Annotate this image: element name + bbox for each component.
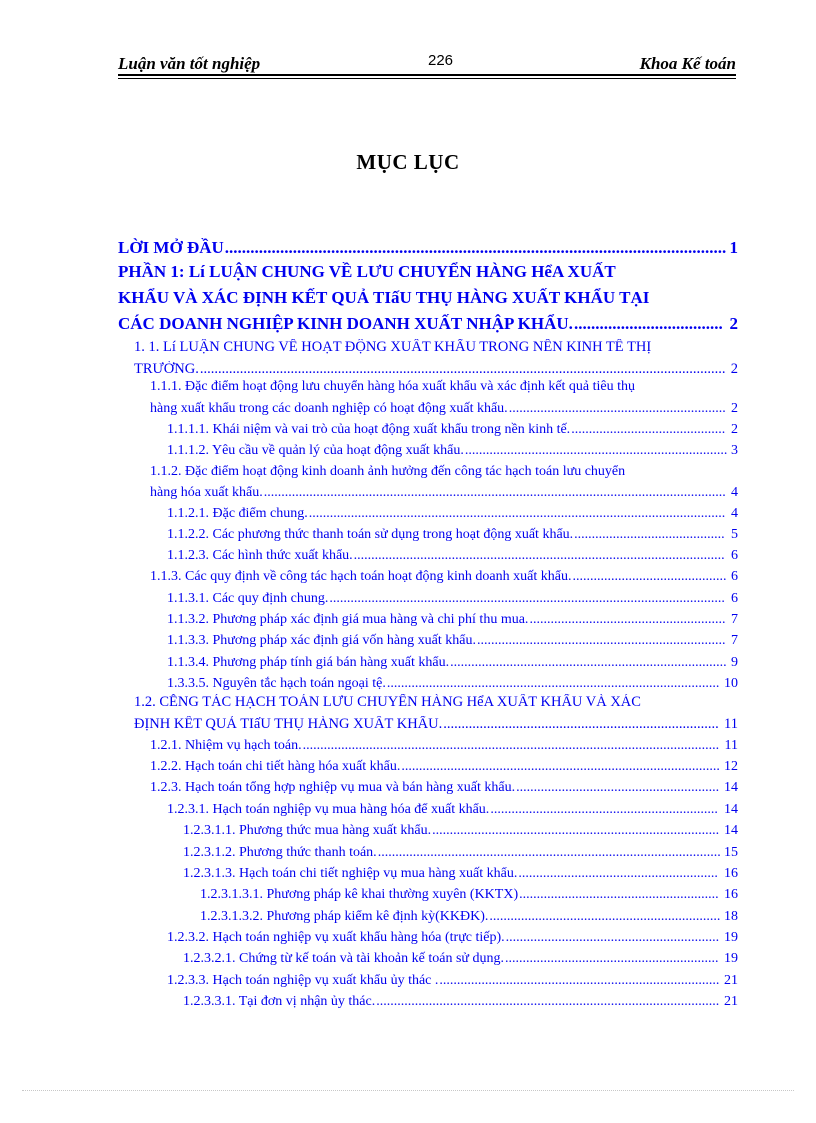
- toc-entry-line[interactable]: [150, 464, 738, 484]
- toc-page-number: 2: [729, 314, 738, 333]
- toc-leader-dots: ..................................................................................: [432, 823, 720, 838]
- toc-entry-text: 1.2.3.1.3. Hạch toán chi tiết nghiệp vụ mua hàng xuất khẩu.: [183, 866, 518, 881]
- toc-entry[interactable]: [167, 591, 738, 611]
- toc-page-number: 11: [724, 738, 738, 753]
- toc-page-number: 1: [729, 238, 738, 257]
- toc-entry-text: 1.2.3.3.1. Tại đơn vị nhận ủy thác.: [183, 994, 376, 1009]
- toc-entry-text: TRƯỜNG.: [134, 361, 199, 377]
- toc-leader-dots: ......................................................................................................................: [224, 238, 727, 257]
- toc-leader-dots: .......................................................................: [476, 633, 726, 648]
- toc-entry[interactable]: [167, 676, 738, 696]
- toc-page-number: 12: [724, 759, 738, 774]
- toc-page-number: 21: [724, 994, 738, 1009]
- toc-entry[interactable]: [150, 759, 738, 779]
- toc-entry-text: 1.2.3.3. Hạch toán nghiệp vụ xuất khẩu ủy thác .: [167, 973, 439, 988]
- toc-page-number: 6: [731, 548, 738, 563]
- toc-leader-dots: .......................................................................................................................: [308, 506, 726, 521]
- toc-entry-text: 1.1.1. Đặc điểm hoạt động lưu chuyển hàng hóa xuất khẩu và xác định kết quả tiêu thụ: [150, 379, 636, 394]
- toc-entry-text: 1.2. CỄNG TÁC HẠCH TOÁN LƯU CHUYỂN HÀNG HểA XUẤT KHẨU VÀ XÁC: [134, 694, 641, 710]
- toc-entry[interactable]: [167, 802, 738, 822]
- toc-leader-dots: ................................................................................: [439, 973, 720, 988]
- toc-leader-dots: ............................................: [572, 569, 727, 584]
- toc-entry-text: 1.2.3. Hạch toán tổng hợp nghiệp vụ mua và bán hàng xuất khẩu.: [150, 780, 516, 795]
- toc-leader-dots: .................................................................................................................................................: [199, 361, 726, 377]
- toc-entry[interactable]: [118, 238, 738, 262]
- toc-entry-text: 1.1.3. Các quy định về công tác hạch toán hoạt động kinh doanh xuất khẩu.: [150, 569, 572, 584]
- toc-entry-text: 1.1.2.1. Đặc điểm chung.: [167, 506, 308, 521]
- toc-leader-dots: ...........................................................................................: [401, 759, 720, 774]
- toc-leader-dots: ............................................................................: [443, 716, 719, 732]
- toc-entry-text: 1.2.2. Hạch toán chi tiết hàng hóa xuất khẩu.: [150, 759, 401, 774]
- toc-entry[interactable]: [183, 951, 738, 971]
- toc-page-number: 10: [724, 676, 738, 691]
- toc-page-number: 7: [731, 633, 738, 648]
- toc-entry-text: 1.2.3.2.1. Chứng từ kế toán và tài khoản kế toán sử dụng.: [183, 951, 504, 966]
- toc-entry-text: hàng hóa xuất khẩu.: [150, 485, 263, 500]
- toc-page-number: 16: [724, 887, 738, 902]
- toc-leader-dots: .................................................................................................................: [329, 591, 725, 606]
- toc-leader-dots: ........................................................: [529, 612, 726, 627]
- toc-entry-line[interactable]: [118, 288, 738, 312]
- toc-entry-text: 1.1.3.1. Các quy định chung.: [167, 591, 329, 606]
- toc-page-number: 15: [724, 845, 738, 860]
- toc-entry[interactable]: [150, 401, 738, 421]
- toc-entry-text: 1.2.3.1.3.2. Phương pháp kiểm kê định kỳ(KKĐK).: [200, 909, 489, 924]
- toc-page-number: 14: [724, 802, 738, 817]
- toc-entry[interactable]: [183, 845, 738, 865]
- toc-entry-line[interactable]: [134, 339, 738, 359]
- toc-entry-text: 1.2.3.2. Hạch toán nghiệp vụ xuất khẩu hàng hóa (trực tiếp).: [167, 930, 505, 945]
- toc-page-number: 18: [724, 909, 738, 924]
- toc-page-number: 16: [724, 866, 738, 881]
- toc-leader-dots: .........................................................: [518, 866, 718, 881]
- toc-page-number: 6: [731, 569, 738, 584]
- toc-entry[interactable]: [167, 973, 738, 993]
- toc-entry-text: 1.2.3.1.1. Phương thức mua hàng xuất khẩu.: [183, 823, 432, 838]
- toc-entry-text: 1.3.3.5. Nguyên tắc hạch toán ngoại tệ.: [167, 676, 386, 691]
- toc-entry[interactable]: [134, 361, 738, 381]
- toc-leader-dots: ..............................................................: [508, 401, 726, 416]
- toc-leader-dots: ..........................................................................................................: [353, 548, 725, 563]
- toc-page-number: 19: [724, 930, 738, 945]
- toc-leader-dots: ....................................................................................................................................: [263, 485, 726, 500]
- toc-entry[interactable]: [167, 548, 738, 568]
- toc-page-number: 19: [724, 951, 738, 966]
- toc-page-number: 2: [731, 422, 738, 437]
- toc-entry[interactable]: [183, 994, 738, 1014]
- toc-entry-text: hàng xuất khẩu trong các doanh nghiệp có hoạt động xuất khẩu.: [150, 401, 508, 416]
- toc-entry[interactable]: [150, 738, 738, 758]
- toc-entry[interactable]: [183, 823, 738, 843]
- toc-page-number: 2: [730, 361, 738, 377]
- toc-entry-line[interactable]: [134, 694, 738, 714]
- toc-entry[interactable]: [118, 314, 738, 338]
- toc-page-number: 11: [724, 716, 738, 732]
- toc-entry-text: KHẨU VÀ XÁC ĐỊNH KẾT QUẢ TIấU THỤ HÀNG XUẤT KHẨU TẠI: [118, 288, 650, 307]
- toc-page-number: 4: [731, 485, 738, 500]
- toc-entry-text: 1.2.3.1.2. Phương thức thanh toán.: [183, 845, 377, 860]
- toc-entry-text: 1.2.1. Nhiệm vụ hạch toán.: [150, 738, 302, 753]
- toc-entry[interactable]: [167, 443, 738, 463]
- toc-leader-dots: .......................................................................................................................: [302, 738, 720, 753]
- toc-entry[interactable]: [167, 612, 738, 632]
- header-page-number: 226: [428, 52, 454, 69]
- toc-leader-dots: ...............................................................................................: [386, 676, 720, 691]
- toc-entry[interactable]: [167, 633, 738, 653]
- toc-page-number: 5: [731, 527, 738, 542]
- toc-entry-text: 1.1.3.4. Phương pháp tính giá bán hàng xuất khẩu.: [167, 655, 450, 670]
- toc-entry-text: PHẦN 1: Lí LUẬN CHUNG VỀ LƯU CHUYỂN HÀNG HểA XUẤT: [118, 262, 616, 281]
- toc-leader-dots: ...........................................: [574, 527, 725, 542]
- footer-rule: [22, 1090, 794, 1091]
- toc-leader-dots: ..................................................................: [489, 909, 721, 924]
- toc-entry[interactable]: [167, 506, 738, 526]
- toc-page-number: 9: [731, 655, 738, 670]
- toc-entry-text: 1.1.1.1. Khái niệm và vai trò của hoạt động xuất khẩu trong nền kinh tế.: [167, 422, 571, 437]
- header-thesis-label: Luận văn tốt nghiệp: [118, 54, 261, 73]
- toc-entry[interactable]: [167, 422, 738, 442]
- toc-leader-dots: ..................................................................................................: [377, 845, 721, 860]
- toc-entry[interactable]: [150, 569, 738, 589]
- toc-title: MỤC LỤC: [356, 150, 460, 174]
- header-rule-thin: [118, 78, 736, 79]
- toc-leader-dots: .........................................................: [519, 887, 719, 902]
- toc-entry-line[interactable]: [150, 379, 738, 399]
- toc-page-number: 14: [724, 823, 738, 838]
- toc-entry[interactable]: [200, 887, 738, 907]
- toc-page-number: 6: [731, 591, 738, 606]
- toc-entry[interactable]: [200, 909, 738, 929]
- toc-entry-text: CÁC DOANH NGHIỆP KINH DOANH XUẤT NHẬP KHẨU.: [118, 314, 573, 333]
- toc-leader-dots: ...........................................................................: [464, 443, 728, 458]
- toc-leader-dots: .............................................................: [505, 951, 719, 966]
- toc-entry[interactable]: [167, 930, 738, 950]
- toc-entry-text: 1.2.3.1.3.1. Phương pháp kê khai thường xuyên (KKTX): [200, 887, 519, 902]
- toc-page-number: 4: [731, 506, 738, 521]
- toc-entry[interactable]: [150, 780, 738, 800]
- toc-entry-text: 1.1.2.2. Các phương thức thanh toán sử dụng trong hoạt động xuất khẩu.: [167, 527, 574, 542]
- toc-entry-text: 1.1.2. Đặc điểm hoạt động kinh doanh ảnh hưởng đến công tác hạch toán lưu chuyển: [150, 464, 626, 479]
- toc-entry-text: 1.2.3.1. Hạch toán nghiệp vụ mua hàng hóa để xuất khẩu.: [167, 802, 490, 817]
- toc-page-number: 7: [731, 612, 738, 627]
- header-faculty-label: Khoa Kế toán: [639, 54, 736, 73]
- toc-entry[interactable]: [167, 655, 738, 675]
- toc-entry-text: 1.1.3.2. Phương pháp xác định giá mua hàng và chi phí thu mua.: [167, 612, 529, 627]
- header-rule: [118, 74, 736, 76]
- toc-page-number: 14: [724, 780, 738, 795]
- toc-entry-line[interactable]: [118, 262, 738, 286]
- toc-entry[interactable]: [150, 485, 738, 505]
- toc-entry[interactable]: [134, 716, 738, 736]
- toc-entry-text: 1. 1. Lí LUẬN CHUNG VỀ HOẠT ĐỘNG XUẤT KHẨU TRONG NỀN KINH TẾ THỊ: [134, 339, 652, 355]
- toc-leader-dots: .................................................................: [490, 802, 718, 817]
- toc-leader-dots: ...................................: [573, 314, 723, 333]
- toc-page-number: 21: [724, 973, 738, 988]
- toc-entry[interactable]: [167, 527, 738, 547]
- toc-leader-dots: ..........................................................: [516, 780, 720, 795]
- toc-entry-text: 1.1.3.3. Phương pháp xác định giá vốn hàng xuất khẩu.: [167, 633, 476, 648]
- toc-leader-dots: ...............................................................................: [450, 655, 727, 670]
- toc-leader-dots: ..................................................................................................: [376, 994, 720, 1009]
- toc-leader-dots: .............................................................: [505, 930, 720, 945]
- toc-entry-text: ĐỊNH KẾT QUẢ TIấU THỤ HÀNG XUẤT KHẨU.: [134, 716, 443, 732]
- toc-entry-text: 1.1.2.3. Các hình thức xuất khẩu.: [167, 548, 353, 563]
- toc-page-number: 3: [731, 443, 738, 458]
- toc-page-number: 2: [731, 401, 738, 416]
- toc-entry[interactable]: [183, 866, 738, 886]
- toc-entry-text: LỜI MỞ ĐẦU: [118, 238, 224, 257]
- toc-leader-dots: ............................................: [571, 422, 726, 437]
- toc-entry-text: 1.1.1.2. Yêu cầu về quản lý của hoạt động xuất khẩu.: [167, 443, 464, 458]
